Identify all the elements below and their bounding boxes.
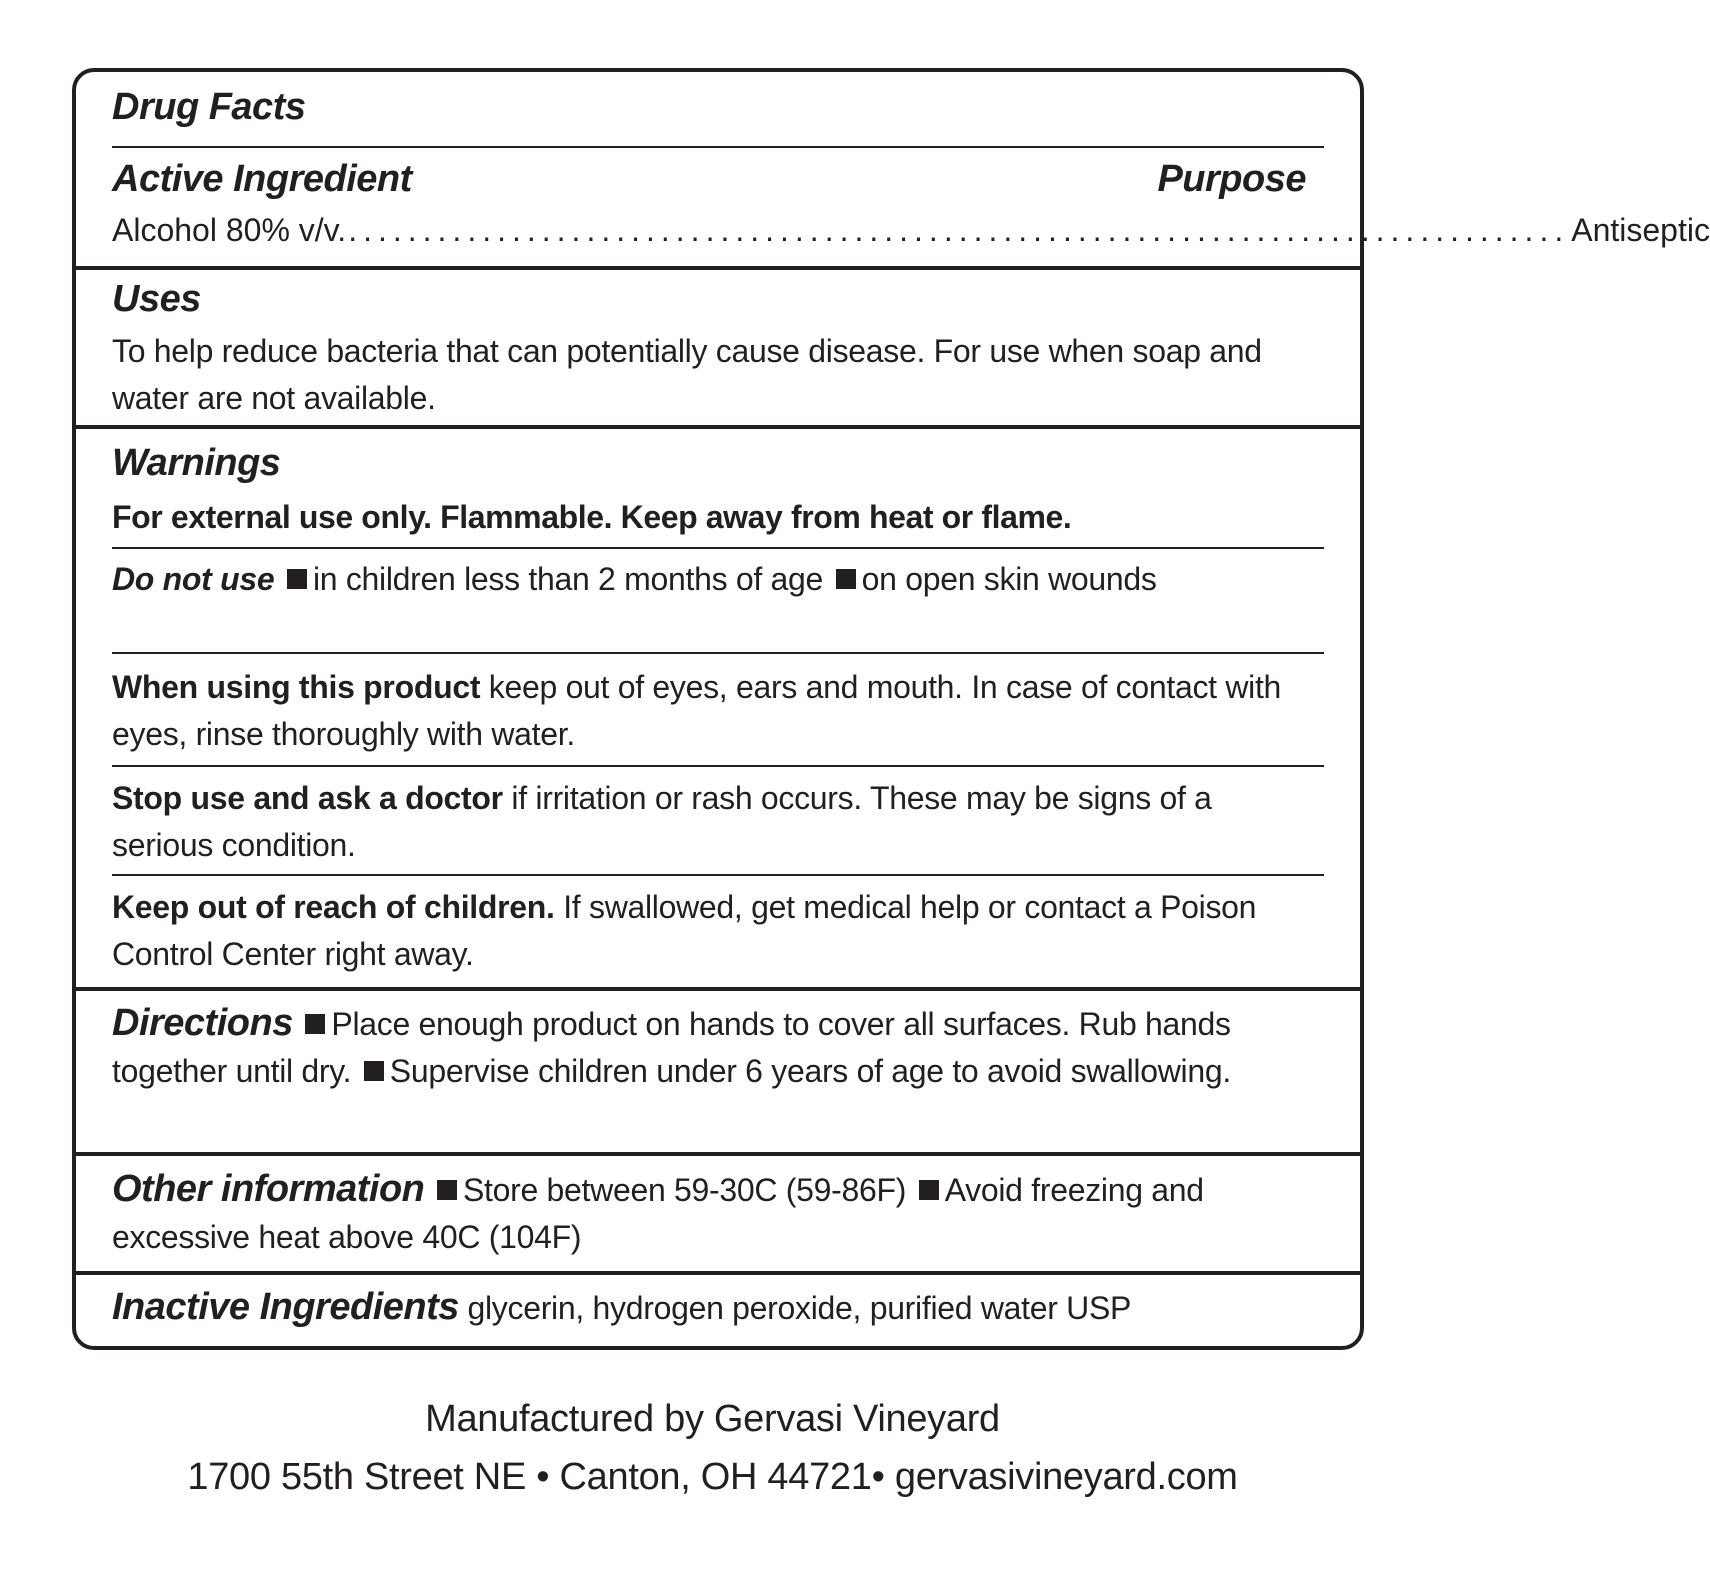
do-not-use-label: Do not use [112,561,275,597]
manufacturer-line: Manufactured by Gervasi Vineyard [425,1398,1000,1440]
uses-text: To help reduce bacteria that can potentially cause disease. For use when soap and water are not available. [112,333,1262,416]
drug-facts-panel [72,68,1710,1350]
section-divider [76,1152,1360,1156]
bullet-square-icon [836,569,856,589]
address-line: 1700 55th Street NE • Canton, OH 44721• gervasivineyard.com [187,1456,1238,1498]
other-information-block [112,1166,1312,1261]
when-using-text: keep out of eyes, ears and mouth. In case of contact with eyes, rinse thoroughly with water. [112,669,1282,752]
directions-item: Supervise children under 6 years of age to avoid swallowing. [389,1053,1231,1089]
divider [112,652,1324,654]
other-information-heading: Other information [112,1168,425,1210]
keep-out-label: Keep out of reach of children. [112,889,555,925]
active-ingredient-name: Alcohol 80% v/v. [112,212,347,248]
bullet-square-icon [364,1061,384,1081]
flammable-warning: For external use only. Flammable. Keep away from heat or flame. [112,499,1072,535]
inactive-ingredients-text: glycerin, hydrogen peroxide, purified water USP [467,1290,1132,1326]
divider [112,874,1324,876]
bullet-square-icon [437,1180,457,1200]
inactive-ingredients-block [112,1284,1324,1332]
bullet-square-icon [919,1180,939,1200]
directions-item: Place enough product on hands to cover all surfaces. Rub hands together until dry. [112,1006,1231,1089]
stop-use-label: Stop use and ask a doctor [112,780,503,816]
keep-out-text: If swallowed, get medical help or contact a Poison Control Center right away. [112,889,1257,972]
do-not-use-item: on open skin wounds [861,561,1157,597]
divider [112,146,1324,148]
do-not-use-item: in children less than 2 months of age [312,561,824,597]
inactive-ingredients-heading: Inactive Ingredients [112,1286,459,1328]
section-divider [76,987,1360,991]
directions-block [112,1000,1302,1095]
section-divider [76,1271,1360,1275]
active-ingredient-heading: Active Ingredient [112,158,412,200]
when-using-label: When using this product [112,669,481,705]
stop-use-text: if irritation or rash occurs. These may be signs of a serious condition. [112,780,1212,863]
keep-out-block [112,884,1322,978]
uses-heading: Uses [112,278,201,320]
purpose-value: Antiseptic [1571,212,1710,248]
warnings-heading: Warnings [112,442,281,484]
bullet-square-icon [287,569,307,589]
section-divider [76,425,1360,429]
dot-leader: .................................................................................. [348,212,1570,248]
directions-heading: Directions [112,1002,293,1044]
active-ingredient-header-row [112,158,1324,208]
other-information-item: Avoid freezing and excessive heat above 40C (104F) [112,1172,1204,1255]
divider [112,547,1324,549]
section-divider [76,266,1360,270]
when-using-block [112,664,1292,758]
other-information-item: Store between 59-30C (59-86F) [462,1172,907,1208]
drug-facts-title: Drug Facts [112,86,306,128]
divider [112,765,1324,767]
active-ingredient-row [112,212,1710,249]
stop-use-block [112,775,1302,869]
purpose-heading: Purpose [1157,158,1306,200]
do-not-use-block [112,556,1252,603]
bullet-square-icon [305,1014,325,1034]
